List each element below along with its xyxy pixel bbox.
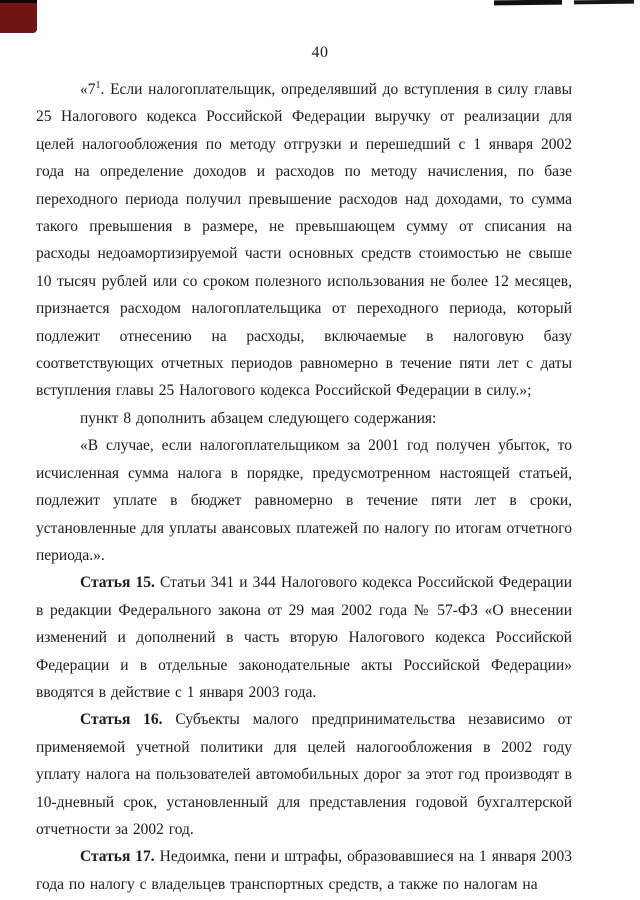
paragraph [36,432,572,569]
text-segment: «В случае, если налогоплательщиком за 2001 год получен убыток, то исчисленная сумма налога в порядке, предусмотренном настоящей статьей, подлежит уплате в бюджет равномерно в течение пяти лет в сроки, установленные для уплаты авансовых платежей по налогу по итогам отчетного периода.». [36,437,572,564]
paragraph [36,843,572,898]
paragraph [36,569,572,706]
text-segment: Субъекты малого предпринимательства независимо от применяемой учетной политики для целей налогообложения в 2002 году уплату налога на пользователей автомобильных дорог за этот год производят в 10-дневный срок, установленный для представления годовой бухгалтерской отчетности за 2002 год. [36,711,572,838]
superscript: 1 [95,79,101,91]
article-heading: Статья 15. [80,574,155,592]
paragraph [36,405,572,432]
text-segment: Статьи 341 и 344 Налогового кодекса Российской Федерации в редакции Федерального закона от 29 мая 2002 года № 57-ФЗ «О внесении изменений и дополнений в часть вторую Налогового кодекса Российской Федерации и в отдельные законодательные акты Российской Федерации» вводятся в действие с 1 января 2003 года. [36,574,572,701]
document-body [0,62,640,898]
article-heading: Статья 17. [80,848,155,866]
article-heading: Статья 16. [80,711,163,729]
paragraph [36,76,572,405]
paragraph [36,706,572,843]
page-number: 40 [311,44,329,61]
text-segment: «7 [80,81,96,98]
text-segment: Недоимка, пени и штрафы, образовавшиеся на 1 января 2003 года по налогу с владельцев транспортных средств, а также по налогам на [36,848,573,893]
text-segment: пункт 8 дополнить абзацем следующего содержания: [80,409,437,427]
text-segment: . Если налогоплательщик, определявший до вступления в силу главы 25 Налогового кодекса Российской Федерации выручку от реализации для целей налогообложения по методу отгрузки и перешедший с 1 января 2002 года на определение доходов и расходов по методу начисления, по базе переходного периода получил превышение расходов над доходами, то сумма такого превышения в размере, не превышающем сумму от списания на расходы недоамортизируемой части основных средств стоимостью не свыше 10 тысяч рублей или со сроком полезного использования не более 12 месяцев, признается расходом налогоплательщика от переходного периода, который подлежит отнесению на расходы, включаемые в налоговую базу соответствующих отчетных периодов равномерно в течение пяти лет с даты вступления главы 25 Налогового кодекса Российской Федерации в силу.»; [36,81,572,400]
